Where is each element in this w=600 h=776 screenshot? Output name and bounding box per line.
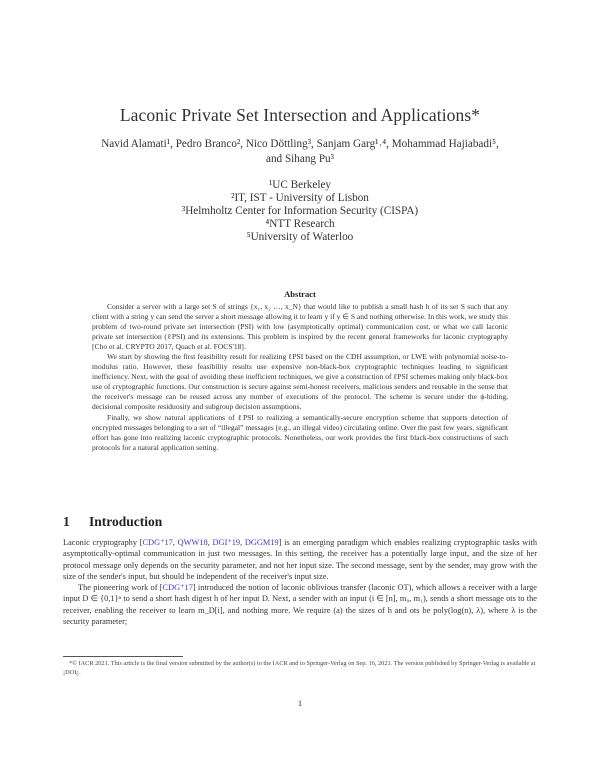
authors-line-1: Navid Alamati¹, Pedro Branco², Nico Döttling³, Sanjam Garg¹˒⁴, Mohammad Hajiabadi⁵,	[101, 138, 499, 150]
affiliation: ³Helmholtz Center for Information Security (CISPA)	[181, 205, 419, 217]
intro-paragraph: Laconic cryptography [CDG⁺17, QWW18, DGI⁺19, DGGM19] is an emerging paradigm which enables realizing cryptographic tasks with asymptotically-optimal communication in just two messages. In this setting, the receiver has a potentially large input, and the size of her protocol message only depends on the security parameter, and not her input size. The second message, sent by the sender, may grow with the size of the sender's input, but should be independent of the receiver's input size.	[63, 538, 537, 581]
abstract-paragraph: We start by showing the first feasibility result for realizing ℓPSI based on the CDH assumption, or LWE with polynomial noise-to-modulus ratio. However, these feasibility results use expensive non-black-box cryptographic techniques leading to significant inefficiency. Next, with the goal of avoiding these inefficient techniques, we give a construction of ℓPSI schemes making only black-box use of cryptographic functions. Our construction is secure against semi-honest receivers, malicious senders and reusable in the sense that the receiver's message can be reused across any number of executions of the protocol. The scheme is secure under the ϕ-hiding, decisional composite residuosity and subgroup decision assumptions.	[92, 352, 508, 412]
section-number: 1	[63, 514, 70, 529]
section-title: Introduction	[89, 514, 163, 529]
citation-link[interactable]: DGGM19	[244, 538, 279, 547]
citation-link[interactable]: CDG⁺17	[142, 538, 173, 547]
authors-line-2: and Sihang Pu³	[266, 152, 334, 165]
affiliation: ²IT, IST - University of Lisbon	[231, 192, 369, 204]
footnote-rule	[63, 656, 183, 657]
section-heading	[63, 514, 162, 530]
abstract-paragraph: Finally, we show natural applications of ℓPSI to realizing a semantically-secure encryption scheme that supports detection of encrypted messages belonging to a set of “illegal” messages (e.g., an illegal video) circulating online. Over the past few years, significant effort has gone into realizing laconic cryptographic protocols. Nonetheless, our work provides the first black-box constructions of such protocols for a natural application setting.	[92, 412, 508, 452]
author-list	[40, 137, 560, 166]
paper-title: Laconic Private Set Intersection and Applications*	[119, 105, 481, 125]
text: ] is an emerging paradigm which enables realizing cryptographic tasks with asymptotically-optimal communication in just two messages. In this setting, the receiver has a potentially large input, and the size of her protocol message only depends on the security parameter, and not her input size. The second message, sent by the sender, may grow with the size of the sender's input, but should be independent of the receiver's input size.	[63, 538, 537, 581]
affiliation: ⁴NTT Research	[265, 218, 335, 230]
intro-paragraph	[63, 582, 537, 627]
affiliation-list	[100, 179, 500, 244]
text: ] introduced the notion of laconic oblivious transfer (laconic OT), which allows a receiver with a large input D ∈ {0,1}ⁿ to send a short hash digest h of her input D. Next, a sender with an input (i ∈ [n], m₀, m₁), sends a short message ots to the receiver, enabling the receiver to learn m_D[i], and nothing more. We require (a) the sizes of h and ots be poly(log(n), λ), where λ is the security parameter;	[63, 583, 538, 626]
abstract-paragraph: Consider a server with a large set S of strings {x₁, x₂ …, x_N} that would like to publish a small hash h of its set S such that any client with a string y can send the server a short message allowing it to learn y if y ∈ S and nothing otherwise. In this work, we study this problem of two-round private set intersection (PSI) with low (asymptotically optimal) communication cost, or what we call laconic private set intersection (ℓPSI) and its extensions. This problem is inspired by the recent general frameworks for laconic cryptography [Cho et al. CRYPTO 2017, Quach et al. FOCS'18].	[92, 302, 508, 352]
text: The pioneering work of [	[78, 583, 163, 592]
affiliation: ¹UC Berkeley	[268, 179, 332, 191]
page-number: 1	[297, 698, 303, 708]
citation-link[interactable]: CDG⁺17	[162, 583, 193, 592]
text: Laconic cryptography [	[63, 538, 143, 547]
intro-body	[63, 537, 537, 627]
abstract-heading: Abstract	[284, 289, 316, 299]
citation-link[interactable]: QWW18	[177, 538, 208, 547]
abstract-body	[92, 302, 508, 453]
affiliation: ⁵University of Waterloo	[246, 231, 354, 243]
citation-link[interactable]: DGI⁺19	[212, 538, 241, 547]
footnote: *© IACR 2021. This article is the final version submitted by the author(s) to the IACR and to Springer-Verlag on Sep. 16, 2021. The version published by Springer-Verlag is available at ¡DOI¿.	[63, 660, 536, 676]
